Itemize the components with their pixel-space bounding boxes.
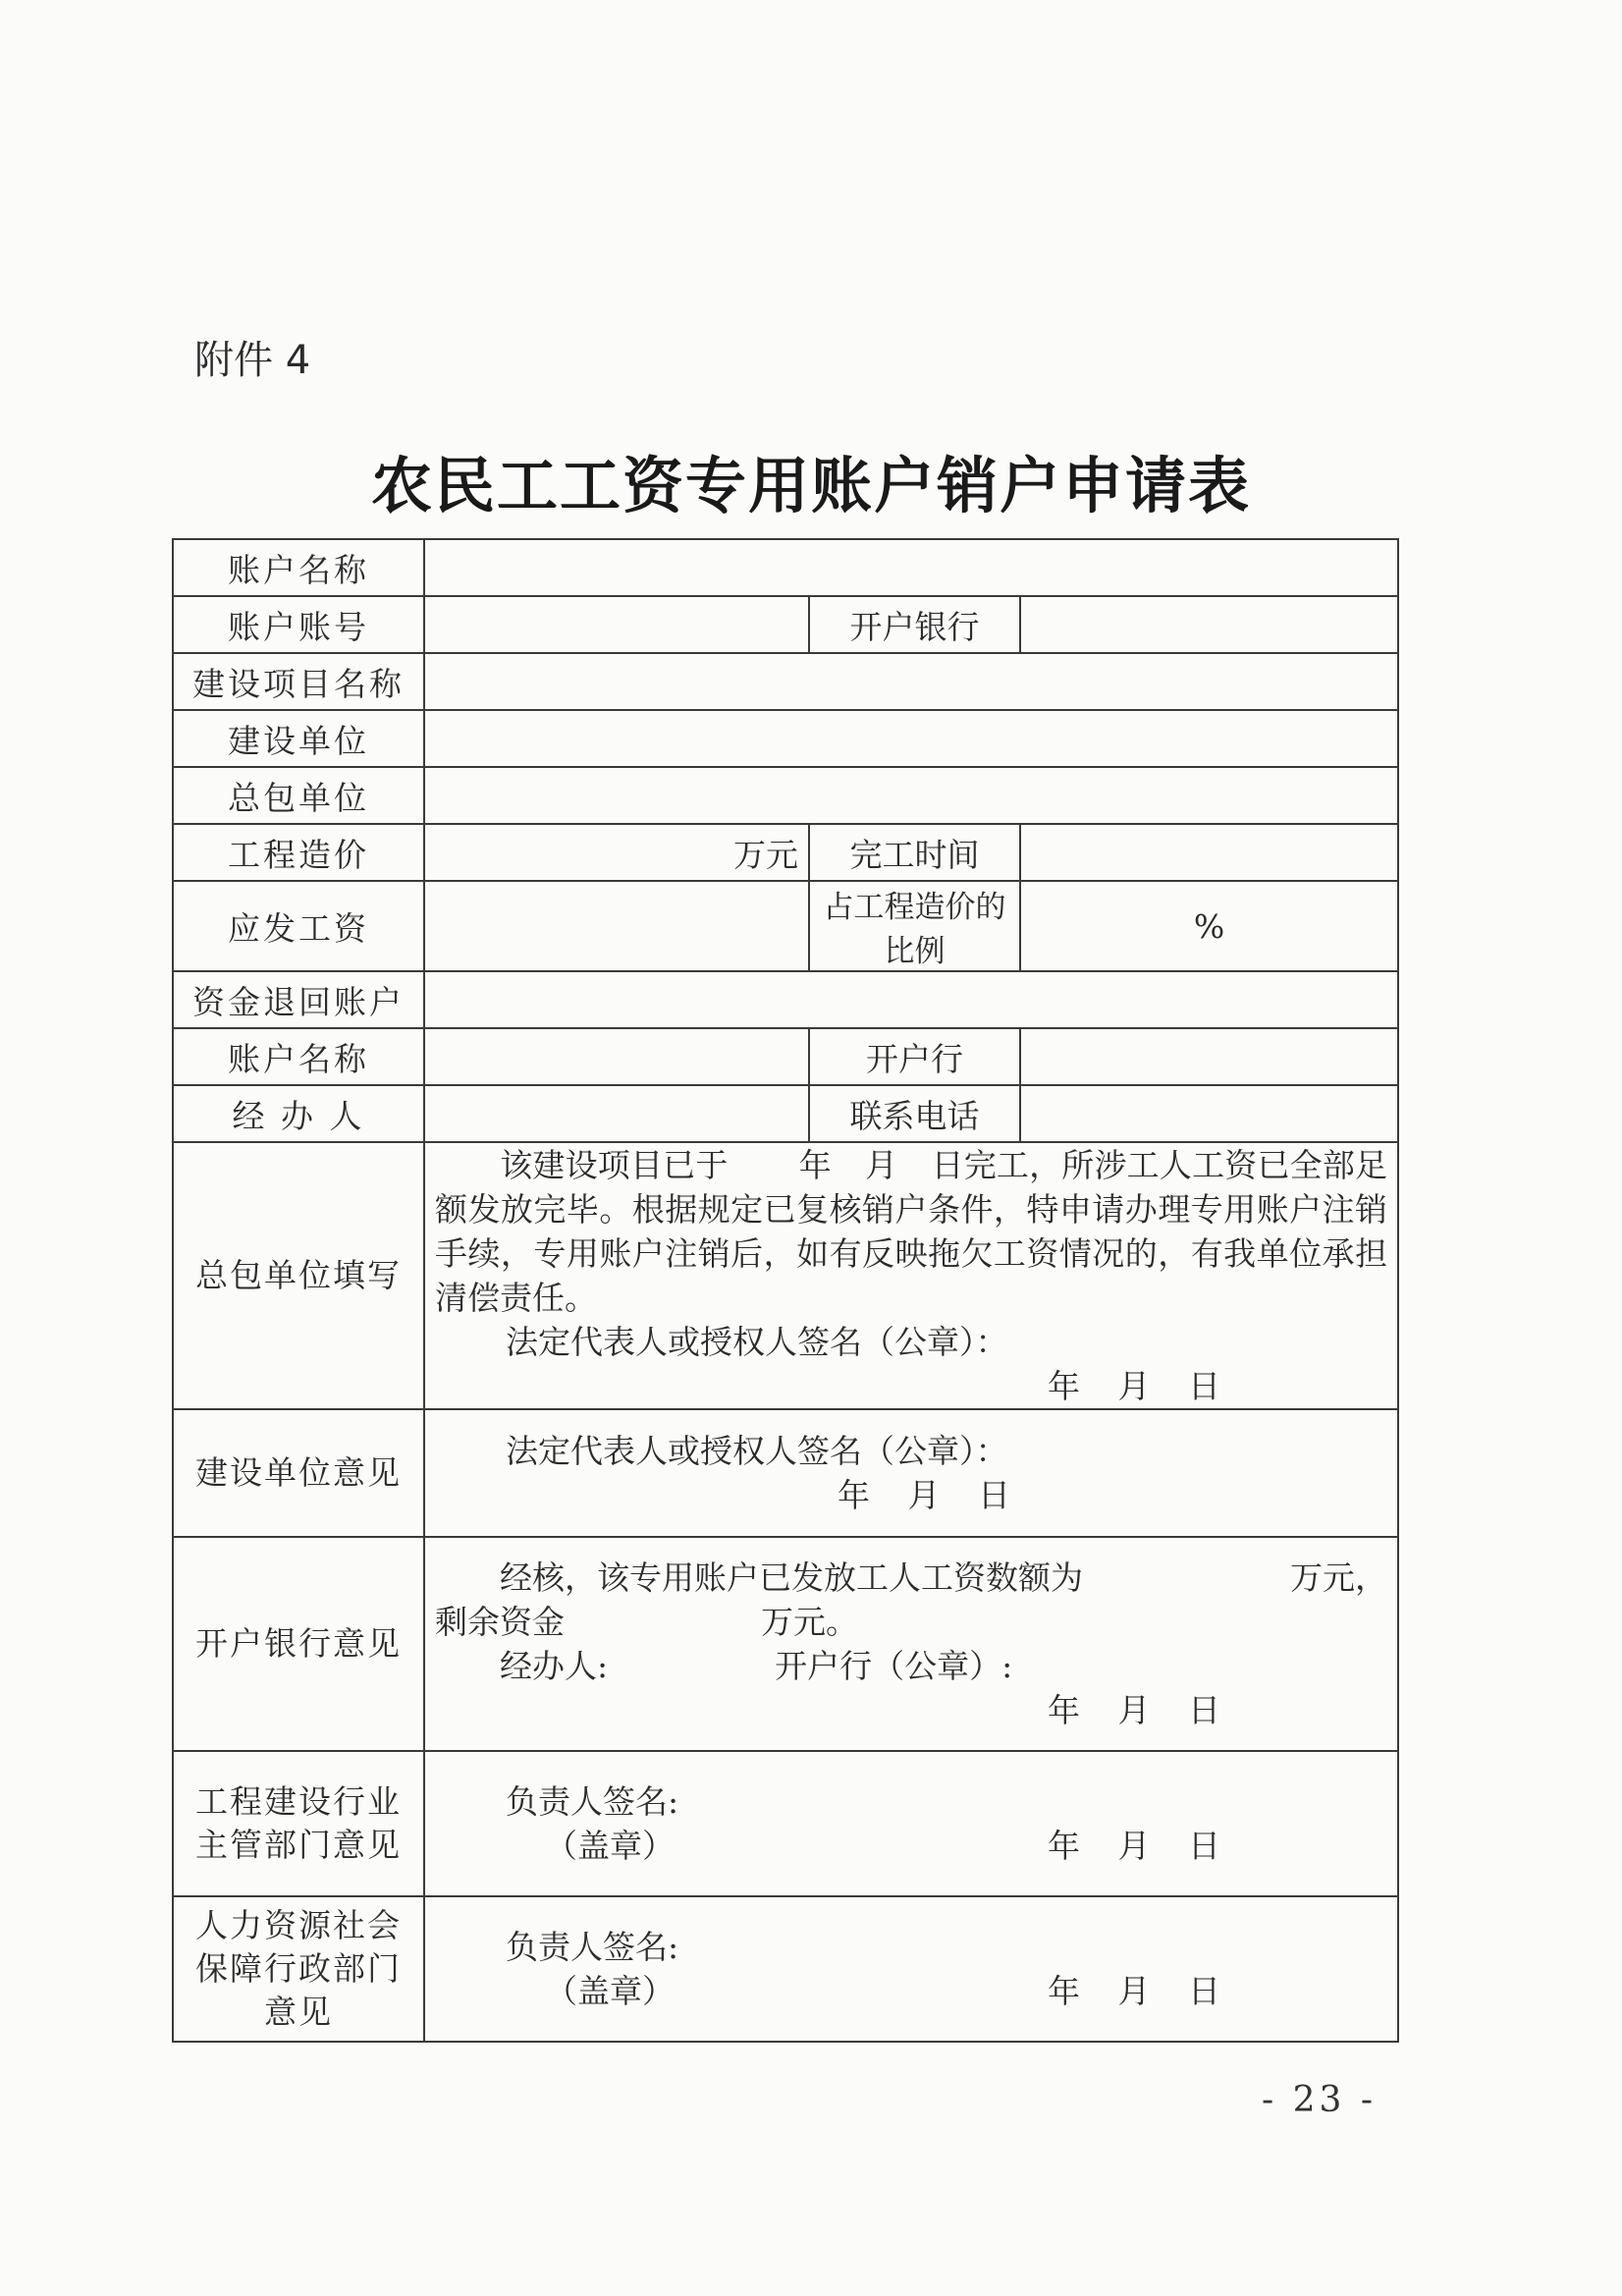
industry-date-year: 年 — [1048, 1827, 1081, 1865]
row-bank-opinion — [173, 1537, 1398, 1751]
hr-label-line1: 人力资源社会 — [195, 1906, 402, 1944]
construction-date-year: 年 — [838, 1476, 870, 1514]
cost-unit: 万元 — [733, 835, 798, 874]
bank-text2: 剩余资金 — [435, 1603, 565, 1641]
refund-account-label: 资金退回账户 — [173, 971, 424, 1028]
contractor-section-label: 总包单位填写 — [173, 1142, 424, 1409]
row-refund-account-name — [173, 1028, 1398, 1085]
wage-ratio-field[interactable] — [1020, 881, 1398, 971]
hr-opinion-body[interactable] — [424, 1896, 1398, 2042]
bank-date-year: 年 — [1048, 1691, 1081, 1729]
bank-date — [435, 1688, 1387, 1732]
attachment-label: 附件 4 — [194, 338, 311, 383]
hr-seal: （盖章） — [545, 1972, 675, 2010]
hr-date-year: 年 — [1048, 1972, 1081, 2010]
percent-sign: % — [1193, 906, 1225, 946]
account-number-label: 账户账号 — [173, 596, 424, 653]
contractor-text-main: 日完工，所涉工人工资已全部足额发放完毕。根据规定已复核销户条件，特申请办理专用账户注销手续，专用账户注销后，如有反映拖欠工资情况的，有我单位承担清偿责任。 — [435, 1146, 1388, 1317]
row-account-number — [173, 596, 1398, 653]
construction-opinion-label: 建设单位意见 — [173, 1409, 424, 1537]
handler-label: 经 办 人 — [173, 1085, 424, 1142]
refund-bank-field[interactable] — [1020, 1028, 1398, 1085]
account-name-field[interactable] — [424, 539, 1398, 596]
industry-label-line2: 主管部门意见 — [195, 1826, 402, 1864]
contractor-date-month: 月 — [1117, 1367, 1151, 1405]
general-contractor-field[interactable] — [424, 767, 1398, 824]
contractor-text-prefix: 该建设项目已于 — [500, 1146, 729, 1184]
bank-unit1: 万元， — [1290, 1558, 1388, 1597]
wages-payable-field[interactable] — [424, 881, 809, 971]
construction-date — [435, 1473, 1387, 1517]
construction-opinion-body[interactable] — [424, 1409, 1398, 1537]
project-name-field[interactable] — [424, 653, 1398, 710]
row-project-name — [173, 653, 1398, 710]
row-hr-opinion — [173, 1896, 1398, 2042]
construction-signature: 法定代表人或授权人签名（公章）： — [506, 1432, 1008, 1470]
wage-ratio-label: 占工程造价的比例 — [809, 881, 1020, 971]
row-project-cost — [173, 824, 1398, 881]
hr-opinion-label — [173, 1896, 424, 2042]
project-name-label: 建设项目名称 — [173, 653, 424, 710]
refund-account-name-label: 账户名称 — [173, 1028, 424, 1085]
account-name-label: 账户名称 — [173, 539, 424, 596]
industry-label-line1: 工程建设行业 — [195, 1782, 402, 1821]
hr-label-line2: 保障行政部门 — [195, 1949, 402, 1988]
construction-date-month: 月 — [907, 1476, 941, 1514]
project-cost-field[interactable] — [424, 824, 809, 881]
row-handler — [173, 1085, 1398, 1142]
hr-signature: 负责人签名: — [506, 1928, 679, 1966]
bank-text1: 经核，该专用账户已发放工人工资数额为 — [500, 1558, 1083, 1597]
industry-opinion-body[interactable] — [424, 1751, 1398, 1896]
project-cost-label: 工程造价 — [173, 824, 424, 881]
hr-label-line3: 意见 — [264, 1993, 333, 2031]
phone-label: 联系电话 — [809, 1085, 1020, 1142]
construction-unit-field[interactable] — [424, 710, 1398, 767]
application-form — [172, 538, 1399, 2043]
wages-payable-label: 应发工资 — [173, 881, 424, 971]
phone-field[interactable] — [1020, 1085, 1398, 1142]
contractor-section-body[interactable] — [424, 1142, 1398, 1409]
completion-time-field[interactable] — [1020, 824, 1398, 881]
row-wages-payable — [173, 881, 1398, 971]
industry-opinion-label — [173, 1751, 424, 1896]
construction-unit-label: 建设单位 — [173, 710, 424, 767]
opening-bank-field[interactable] — [1020, 596, 1398, 653]
row-account-name — [173, 539, 1398, 596]
hr-date-day: 日 — [1188, 1972, 1221, 2010]
contractor-month: 月 — [864, 1146, 898, 1184]
refund-account-field[interactable] — [424, 971, 1398, 1028]
page-number: - 23 - — [1261, 2080, 1377, 2120]
bank-seal: 开户行（公章）: — [775, 1647, 1013, 1685]
industry-date — [1048, 1824, 1220, 1868]
refund-bank-label: 开户行 — [809, 1028, 1020, 1085]
contractor-date-year: 年 — [1048, 1367, 1081, 1405]
row-general-contractor — [173, 767, 1398, 824]
row-refund-account — [173, 971, 1398, 1028]
row-construction-unit — [173, 710, 1398, 767]
completion-time-label: 完工时间 — [809, 824, 1020, 881]
contractor-date-day: 日 — [1188, 1367, 1221, 1405]
industry-date-day: 日 — [1188, 1827, 1221, 1865]
hr-date-month: 月 — [1117, 1972, 1151, 2010]
bank-date-month: 月 — [1117, 1691, 1151, 1729]
industry-signature: 负责人签名: — [506, 1782, 679, 1821]
page-title: 农民工工资专用账户销户申请表 — [370, 450, 1251, 521]
contractor-signature: 法定代表人或授权人签名（公章）： — [506, 1323, 1008, 1361]
account-number-field[interactable] — [424, 596, 809, 653]
construction-date-day: 日 — [978, 1476, 1010, 1514]
bank-opinion-label: 开户银行意见 — [173, 1537, 424, 1751]
bank-handler: 经办人: — [500, 1647, 609, 1685]
refund-account-name-field[interactable] — [424, 1028, 809, 1085]
contractor-date — [435, 1364, 1387, 1408]
row-industry-opinion — [173, 1751, 1398, 1896]
industry-seal: （盖章） — [545, 1827, 675, 1865]
opening-bank-label: 开户银行 — [809, 596, 1020, 653]
general-contractor-label: 总包单位 — [173, 767, 424, 824]
bank-date-day: 日 — [1188, 1691, 1221, 1729]
handler-field[interactable] — [424, 1085, 809, 1142]
hr-date — [1048, 1969, 1220, 2013]
industry-date-month: 月 — [1117, 1827, 1151, 1865]
contractor-year: 年 — [798, 1146, 832, 1184]
bank-opinion-body[interactable] — [424, 1537, 1398, 1751]
row-contractor-section — [173, 1142, 1398, 1409]
bank-unit2: 万元。 — [761, 1603, 858, 1641]
row-construction-opinion — [173, 1409, 1398, 1537]
